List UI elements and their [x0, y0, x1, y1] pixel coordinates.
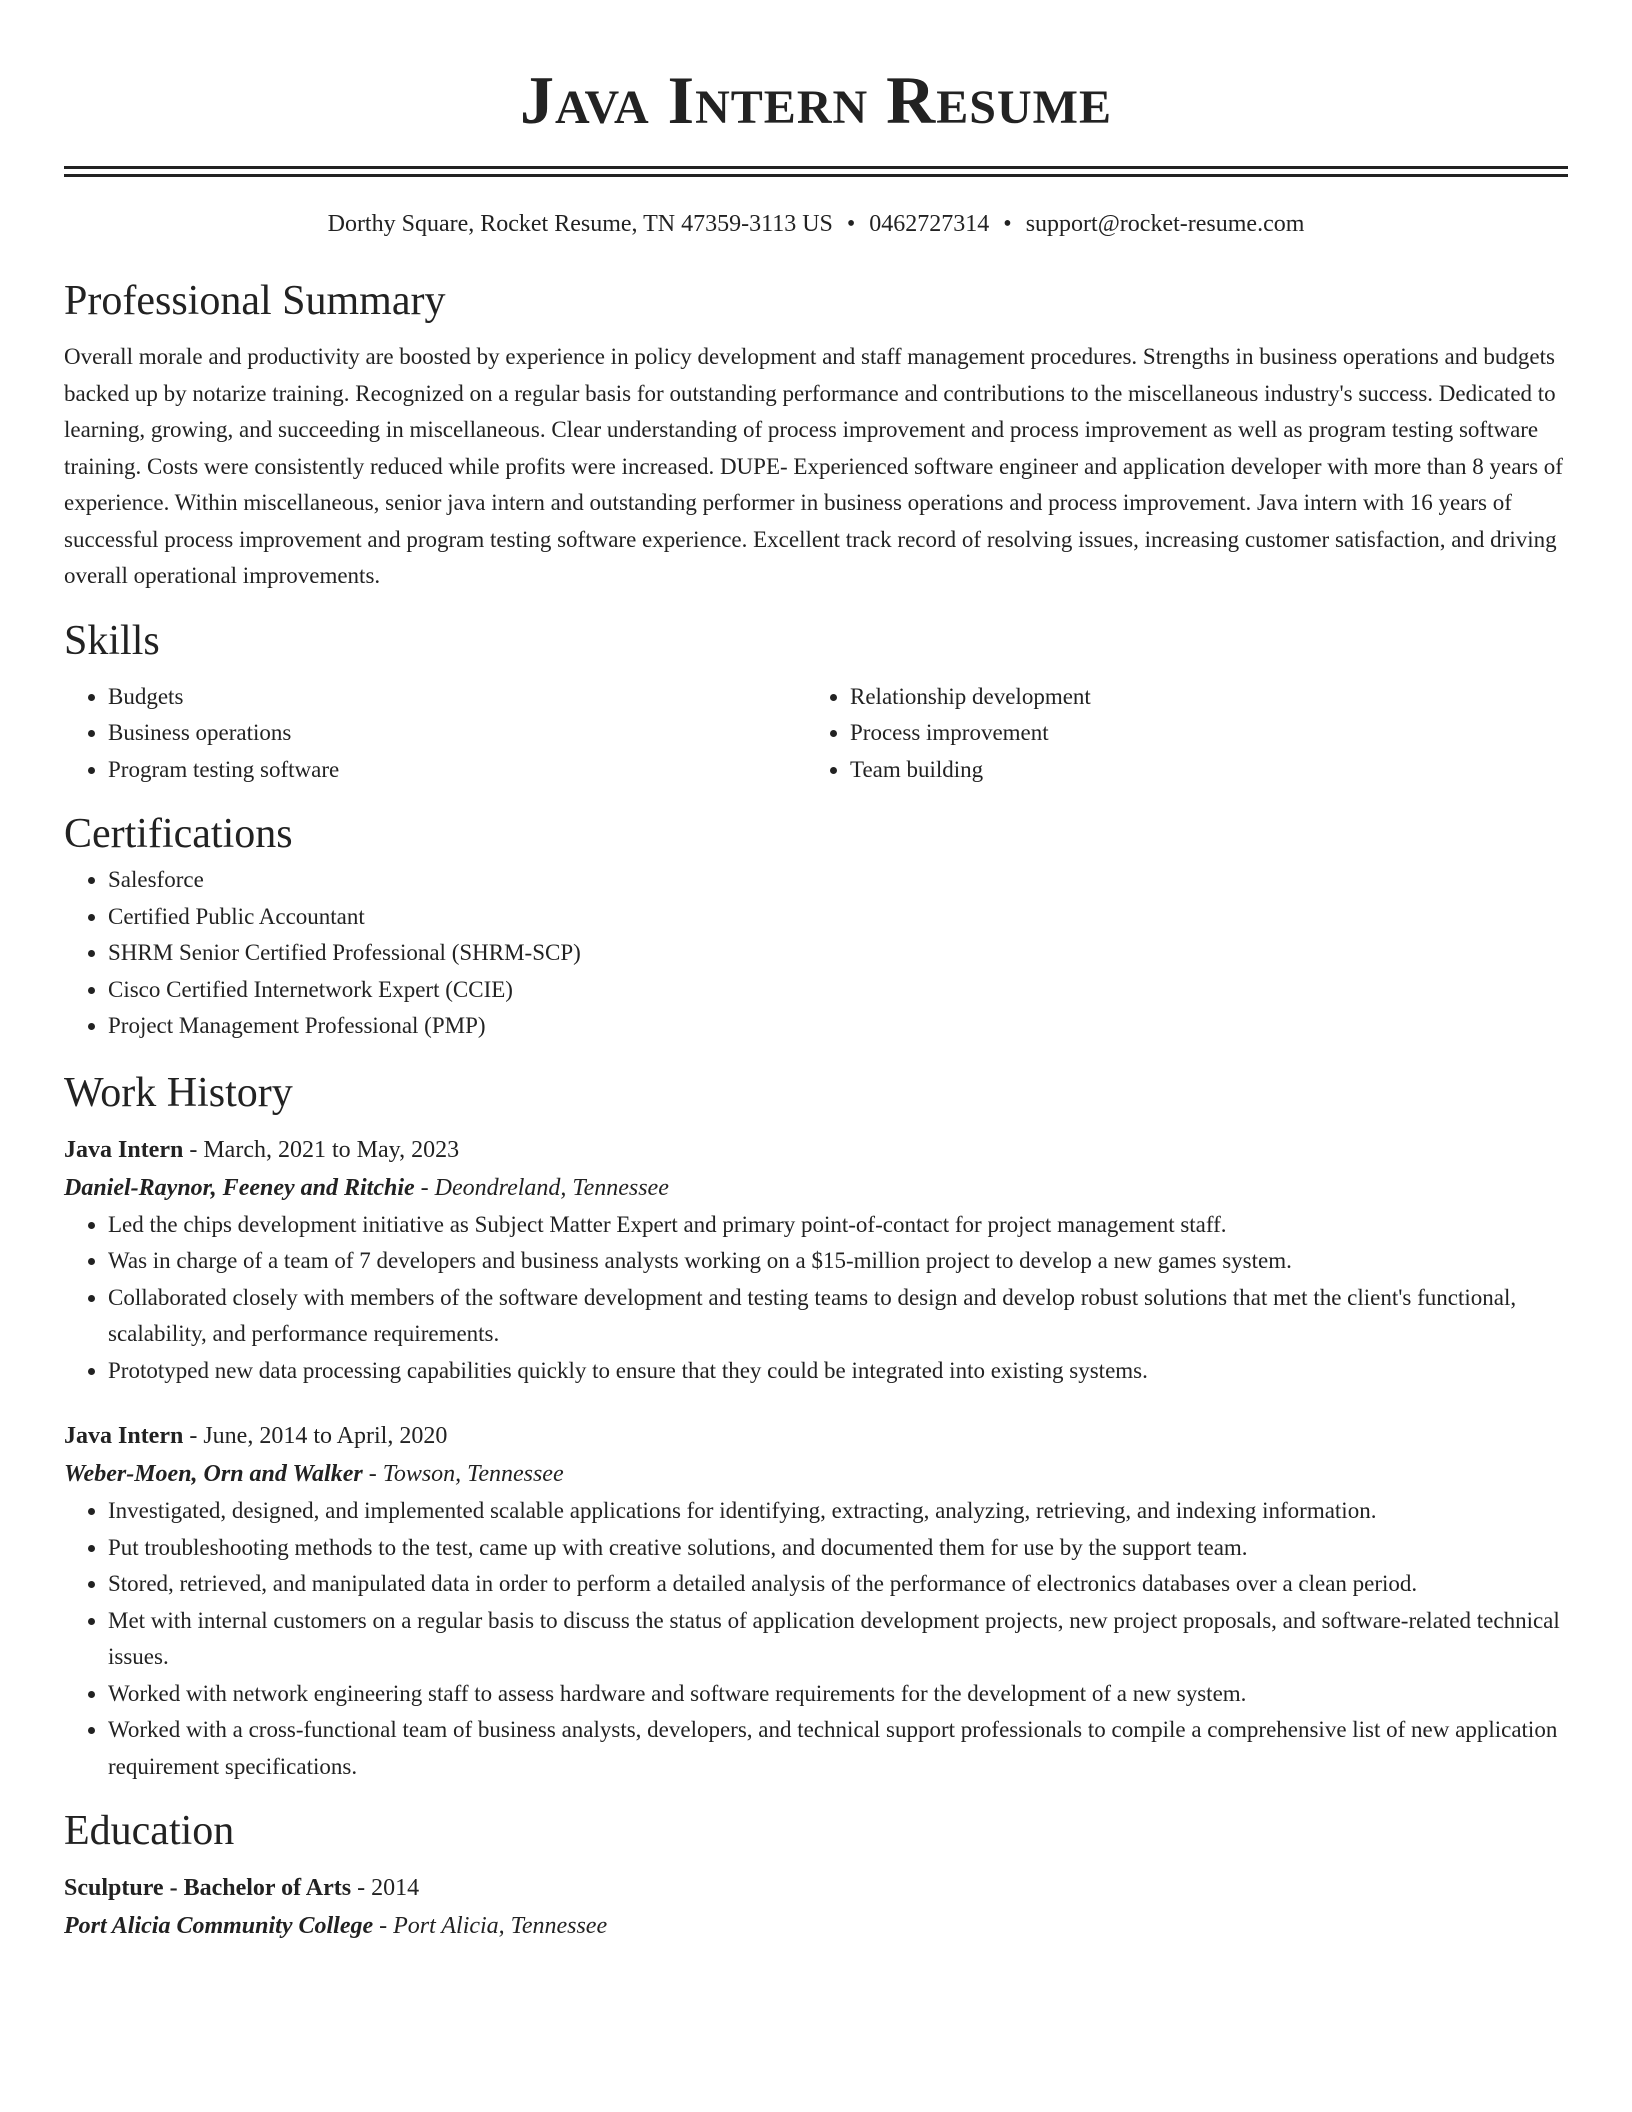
- summary-heading: Professional Summary: [64, 278, 446, 324]
- job-title: Java Intern: [64, 1136, 184, 1163]
- skill-item: • Process improvement: [850, 715, 1548, 752]
- school-line: Port Alicia Community College - Port Alicia, Tennessee: [64, 1913, 608, 1939]
- job-location: Towson, Tennessee: [382, 1461, 564, 1487]
- job-duty: • Met with internal customers on a regular basis to discuss the status of application development projects, new project proposals, and software-related technical issues.: [108, 1603, 1568, 1676]
- skill-item: • Team building: [850, 752, 1548, 789]
- contact-address: Dorthy Square, Rocket Resume, TN 47359-3113 US: [327, 211, 833, 237]
- job-duty: • Was in charge of a team of 7 developers and business analysts working on a $15-million project to develop a new games system.: [108, 1243, 1568, 1280]
- degree: Sculpture - Bachelor of Arts: [64, 1875, 352, 1901]
- contact-separator: •: [846, 211, 856, 237]
- skill-item: • Program testing software: [108, 752, 806, 789]
- title-divider: [64, 166, 1568, 177]
- job-duties-list: [64, 1207, 1568, 1390]
- work-history-heading: Work History: [64, 1069, 293, 1116]
- job-company: Weber-Moen, Orn and Walker: [64, 1461, 363, 1487]
- skill-item: • Budgets: [108, 679, 806, 716]
- summary-text: Overall morale and productivity are boosted by experience in policy development and staff management procedures. Strengths in business operations and budgets backed up by notarize training. Recognized on a regular basis for outstanding performance and contributions to the miscellaneous industry's success. Dedicated to learning, growing, and succeeding in miscellaneous. Clear understanding of process improvement and process improvement as well as program testing software training. Costs were consistently reduced while profits were increased. DUPE- Experienced software engineer and application developer with more than 8 years of experience. Within miscellaneous, senior java intern and outstanding performer in business operations and process improvement. Java intern with 16 years of successful process improvement and program testing software experience. Excellent track record of resolving issues, increasing customer satisfaction, and driving overall operational improvements.: [64, 344, 1563, 588]
- skill-item: • Business operations: [108, 715, 806, 752]
- certification-item: • Project Management Professional (PMP): [108, 1008, 1568, 1045]
- job-entry: [64, 1131, 1568, 1390]
- certifications-heading: Certifications: [64, 811, 293, 857]
- job-company-line: Daniel-Raynor, Feeney and Ritchie - Deondreland, Tennessee: [64, 1174, 669, 1201]
- skills-grid: [64, 679, 1568, 789]
- certifications-section: [64, 806, 1568, 1045]
- contact-info: [64, 209, 1568, 239]
- skills-heading: Skills: [64, 617, 160, 664]
- skills-column-right: [806, 679, 1548, 789]
- school-location: Port Alicia, Tennessee: [393, 1913, 608, 1939]
- work-history-section: [64, 1065, 1568, 1786]
- certification-item: • Salesforce: [108, 862, 1568, 899]
- job-title-line: Java Intern - March, 2021 to May, 2023: [64, 1136, 460, 1163]
- job-duty: • Led the chips development initiative as Subject Matter Expert and primary point-of-contact for project management staff.: [108, 1207, 1568, 1244]
- education-heading: Education: [64, 1808, 235, 1854]
- job-duty: • Collaborated closely with members of the software development and testing teams to design and develop robust solutions that met the client's functional, scalability, and performance requirements.: [108, 1280, 1568, 1353]
- job-title-line: Java Intern - June, 2014 to April, 2020: [64, 1423, 448, 1449]
- school-name: Port Alicia Community College: [64, 1913, 374, 1939]
- education-section: [64, 1803, 1568, 1945]
- job-duty: • Put troubleshooting methods to the test, came up with creative solutions, and documented them for use by the support team.: [108, 1530, 1568, 1567]
- contact-phone: 0462727314: [869, 211, 990, 237]
- education-entry: [64, 1869, 1568, 1945]
- certification-item: • Certified Public Accountant: [108, 899, 1568, 936]
- job-duty: • Prototyped new data processing capabilities quickly to ensure that they could be integrated into existing systems.: [108, 1353, 1568, 1390]
- degree-line: Sculpture - Bachelor of Arts - 2014: [64, 1875, 420, 1901]
- job-duty: • Worked with a cross-functional team of business analysts, developers, and technical support professionals to compile a comprehensive list of new application requirement specifications.: [108, 1712, 1568, 1785]
- certifications-list: [64, 862, 1568, 1045]
- job-duties-list: [64, 1493, 1568, 1785]
- certification-item: • Cisco Certified Internetwork Expert (CCIE): [108, 972, 1568, 1009]
- job-title: Java Intern: [64, 1423, 184, 1449]
- job-duty: • Stored, retrieved, and manipulated data in order to perform a detailed analysis of the performance of electronics databases over a clean period.: [108, 1566, 1568, 1603]
- skill-item: • Relationship development: [850, 679, 1548, 716]
- job-company: Daniel-Raynor, Feeney and Ritchie: [64, 1174, 415, 1201]
- job-duty: • Investigated, designed, and implemented scalable applications for identifying, extracting, analyzing, retrieving, and indexing information.: [108, 1493, 1568, 1530]
- graduation-year: 2014: [371, 1875, 420, 1901]
- skills-section: [64, 613, 1568, 789]
- job-location: Deondreland, Tennessee: [434, 1174, 669, 1201]
- resume-title: Java Intern Resume: [520, 62, 1112, 138]
- contact-email: support@rocket-resume.com: [1025, 211, 1305, 237]
- job-duty: • Worked with network engineering staff to assess hardware and software requirements for the development of a new system.: [108, 1676, 1568, 1713]
- summary-section: [64, 273, 1568, 595]
- job-company-line: Weber-Moen, Orn and Walker - Towson, Tennessee: [64, 1461, 564, 1487]
- job-entry: [64, 1417, 1568, 1785]
- contact-separator: •: [1003, 211, 1012, 237]
- skills-column-left: [64, 679, 806, 789]
- certification-item: • SHRM Senior Certified Professional (SHRM-SCP): [108, 935, 1568, 972]
- job-dates: June, 2014 to April, 2020: [203, 1423, 448, 1449]
- job-dates: March, 2021 to May, 2023: [203, 1136, 460, 1163]
